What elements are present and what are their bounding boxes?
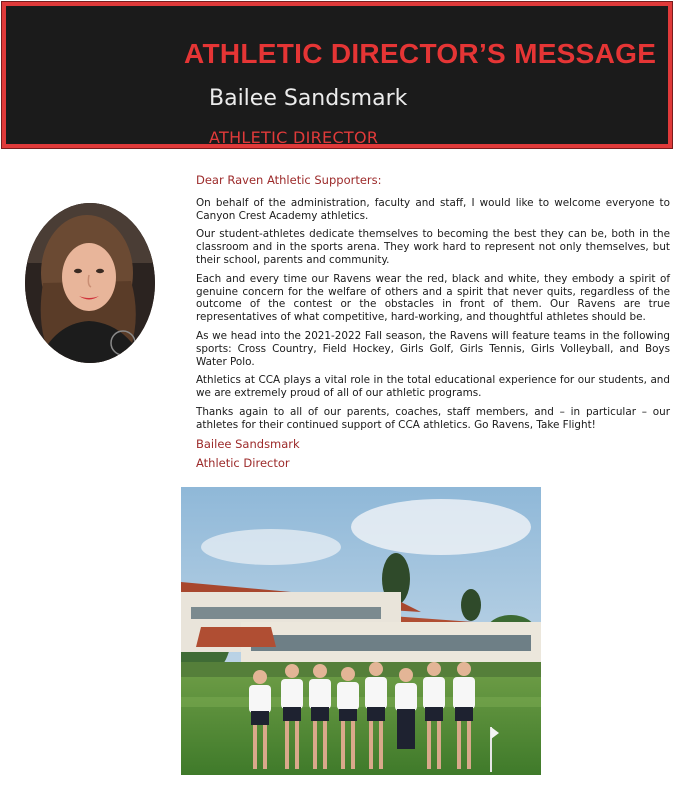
paragraph: As we head into the 2021-2022 Fall season, the Ravens will feature teams in the following sports: Cross Country, Field Hockey, Girls Golf, Girls Tennis, Girls Volleyball, and Boys Water Polo. — [196, 329, 670, 368]
team-photo — [181, 487, 541, 775]
paragraph: On behalf of the administration, faculty and staff, I would like to welcome everyone to Canyon Crest Academy athletics. — [196, 196, 670, 222]
signature-name: Bailee Sandsmark — [196, 436, 300, 451]
paragraph: Our student-athletes dedicate themselves to becoming the best they can be, both in the classroom and in the sports arena. They work hard to represent not only themselves, but their school, parents and community. — [196, 228, 670, 266]
director-role: ATHLETIC DIRECTOR — [209, 128, 379, 147]
letter-body — [196, 174, 670, 477]
director-name: Bailee Sandsmark — [209, 86, 408, 111]
paragraph: Each and every time our Ravens wear the red, black and white, they embody a spirit of genuine concern for the welfare of others and a spirit that never quits, regardless of the outcome of the contest or the obstacles in front of them. Our Ravens are true representatives of what competitive, hard-working, and thoughtful athletes should be. — [196, 272, 670, 324]
page-title: ATHLETIC DIRECTOR’S MESSAGE — [184, 38, 657, 69]
signature-title: Athletic Director — [196, 456, 290, 471]
header-banner — [2, 2, 672, 148]
salutation: Dear Raven Athletic Supporters: — [196, 173, 382, 187]
director-portrait — [25, 203, 155, 363]
paragraph: Athletics at CCA plays a vital role in the total educational experience for our students, and we are extremely proud of all of our athletic programs. — [196, 374, 670, 400]
paragraph: Thanks again to all of our parents, coaches, staff members, and – in particular – our athletes for their continued support of CCA athletics. Go Ravens, Take Flight! — [196, 405, 670, 431]
